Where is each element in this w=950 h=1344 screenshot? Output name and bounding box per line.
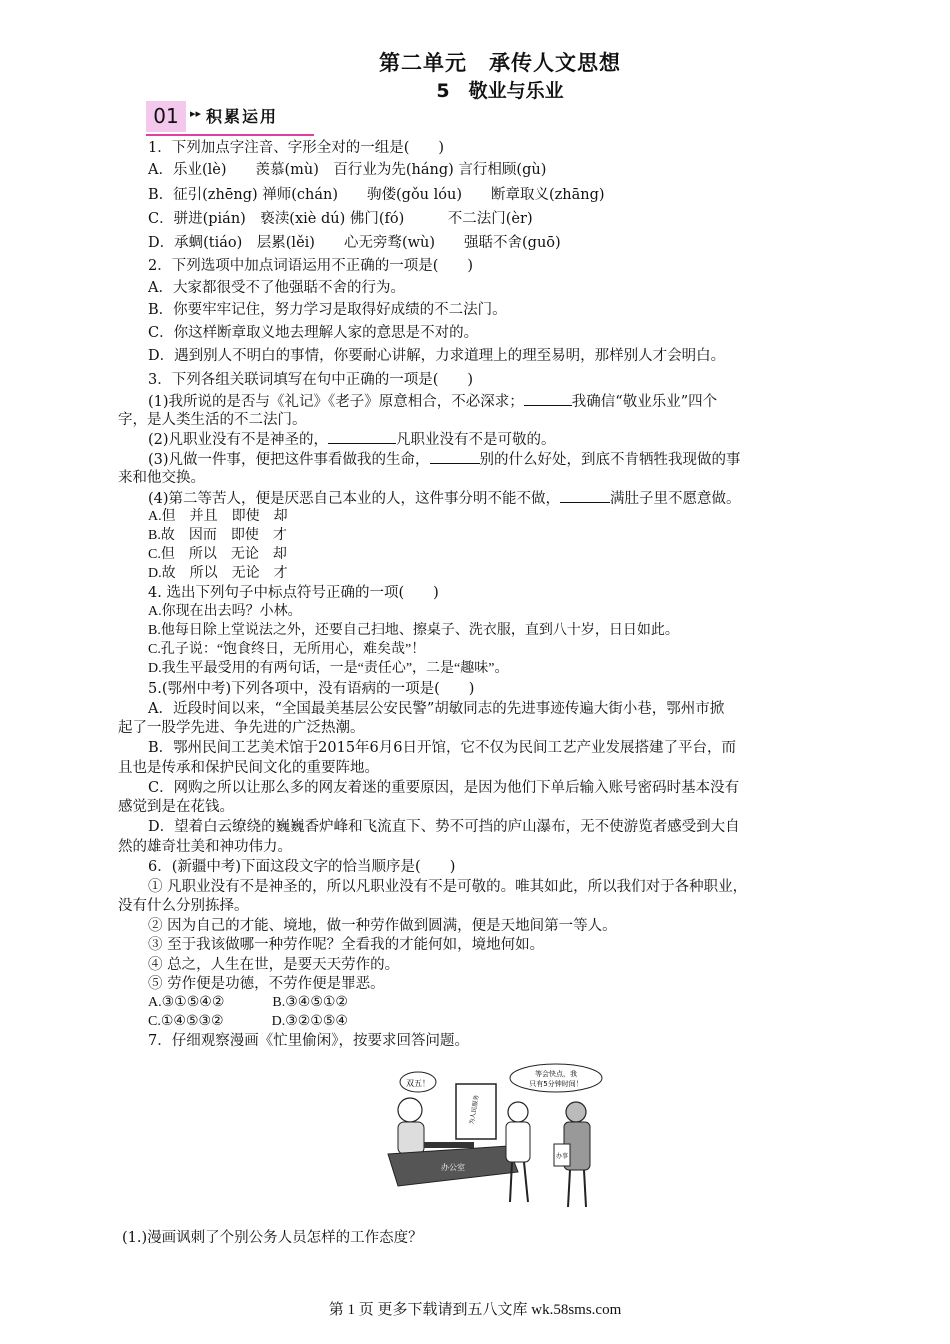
q5-option-d-line2: 然的雄奇壮美和神功伟力。 (118, 839, 292, 855)
q4-option-a: A.你现在出去吗？小林。 (148, 604, 302, 619)
double-arrow-icon: ▸▸ (190, 107, 202, 120)
q4-option-d: D.我生平最受用的有两句话，一是“责任心”，二是“趣味”。 (148, 661, 509, 676)
q7-stem: 7．仔细观察漫画《忙里偷闲》，按要求回答问题。 (148, 1033, 469, 1049)
section-label: 积累运用 (206, 107, 279, 126)
q1-option-d: D．承蜩(tiáo) 层累(lěi) 心无旁骛(wù) 强聒不舍(guō) (148, 235, 561, 251)
citizen-head (566, 1102, 586, 1122)
q4-option-c: C.孔子说：“饱食终日，无所用心，难矣哉”！ (148, 642, 426, 657)
q7-sub-question-1: (1.)漫画讽刺了个别公务人员怎样的工作态度？ (122, 1230, 423, 1246)
clerk-head (398, 1098, 422, 1122)
page-footer: 第 1 页 更多下载请到五八文库 wk.58sms.com (328, 1302, 622, 1318)
bubble-right-line2: 只有5分钟时间！ (529, 1080, 583, 1088)
q5-option-b-line2: 且也是传承和保护民间文化的重要阵地。 (118, 760, 379, 776)
q6-stem: 6．(新疆中考)下面这段文字的恰当顺序是( ) (148, 859, 456, 875)
q5-option-b-line1: B．鄂州民间工艺美术馆于2015年6月6日开馆，它不仅为民间工艺产业发展搭建了平台，而 (148, 740, 737, 756)
lesson-title: 5 敬业与乐业 (436, 80, 564, 102)
q2-option-c: C．你这样断章取义地去理解人家的意思是不对的。 (148, 325, 479, 341)
q3-sentence-2 (148, 429, 556, 450)
bubble-right-line1: 等会快点，我 (535, 1070, 577, 1078)
q3-s3-part-a: (3)凡做一件事，便把这件事看做我的生命， (148, 452, 430, 468)
clerk-body (398, 1122, 424, 1154)
q6-sentence-3: ③ 至于我该做哪一种劳作呢？全看我的才能何如，境地何如。 (148, 937, 545, 953)
q3-sentence-1 (148, 391, 717, 412)
q2-option-b: B．你要牢牢记住，努力学习是取得好成绩的不二法门。 (148, 302, 507, 318)
q5-option-c-line1: C．网购之所以让那么多的网友着迷的重要原因，是因为他们下单后输入账号密码时基本没有 (148, 780, 740, 796)
q5-option-a-line1: A．近段时间以来，“全国最美基层公安民警”胡敏同志的先进事迹传遍大街小巷，鄂州市掀 (148, 701, 725, 717)
desk-label: 办公室 (441, 1163, 465, 1172)
q2-option-a: A．大家都很受不了他强聒不舍的行为。 (148, 280, 405, 296)
q6-option-a: A.③①⑤④② (148, 995, 225, 1010)
q6-sentence-1: ① 凡职业没有不是神圣的，所以凡职业没有不是可敬的。唯其如此，所以我们对于各种职业， (148, 879, 748, 895)
q5-option-d-line1: D．望着白云缭绕的巍巍香炉峰和飞流直下、势不可挡的庐山瀑布，无不使游览者感受到大自 (148, 819, 740, 835)
standing-clerk-body (506, 1122, 530, 1162)
q4-stem: 4. 选出下列句子中标点符号正确的一项( ) (148, 585, 439, 601)
q3-option-b: B.故 因而 即使 才 (148, 528, 287, 543)
q1-option-c: C．骈进(pián) 亵渎(xiè dú) 佛门(fó) 不二法门(èr) (148, 211, 533, 227)
q3-s4-part-b: 满肚子里不愿意做。 (610, 491, 741, 507)
q3-blank-4 (560, 488, 610, 503)
q2-stem: 2．下列选项中加点词语运用不正确的一项是( ) (148, 258, 474, 274)
q6-sentence-4: ④ 总之，人生在世，是要天天劳作的。 (148, 957, 400, 973)
q6-option-b: B.③④⑤①② (272, 995, 348, 1010)
q3-s3-continued: 来和他交换。 (118, 470, 205, 486)
q3-option-a: A.但 并且 即使 却 (148, 509, 288, 524)
keyboard (424, 1142, 474, 1148)
q6-options-cd (148, 1012, 348, 1032)
q3-option-d: D.故 所以 无论 才 (148, 566, 288, 581)
q3-s1-continued: 字，是人类生活的不二法门。 (118, 412, 307, 428)
q6-options-ab (148, 993, 348, 1013)
paper-label: 办事 (555, 1153, 569, 1160)
cartoon-illustration (378, 1062, 610, 1212)
section-underline (146, 134, 314, 136)
q5-option-c-line2: 感觉到是在花钱。 (118, 799, 234, 815)
q3-sentence-3 (148, 449, 741, 470)
monitor-text: 为人民服务 (468, 1094, 481, 1126)
q1-stem: 1．下列加点字注音、字形全对的一组是( ) (148, 140, 445, 156)
q4-option-b: B.他每日除上堂说法之外，还要自己扫地、擦桌子、洗衣服，直到八十岁，日日如此。 (148, 623, 679, 638)
q3-s3-part-b: 别的什么好处，到底不肯牺牲我现做的事 (479, 452, 741, 468)
q5-stem: 5.(鄂州中考)下列各项中，没有语病的一项是( ) (148, 681, 475, 697)
bubble-left-text: 双五！ (406, 1079, 430, 1088)
q1-option-a: A．乐业(lè) 羡慕(mù) 百行业为先(háng) 言行相顾(gù) (148, 162, 547, 178)
q5-option-a-line2: 起了一股学先进、争先进的广泛热潮。 (118, 720, 365, 736)
q3-s1-part-a: (1)我所说的是否与《礼记》《老子》原意相合，不必深求； (148, 394, 524, 410)
q3-option-c: C.但 所以 无论 却 (148, 547, 287, 562)
q3-s1-part-b: 我确信“敬业乐业”四个 (571, 394, 718, 410)
q2-option-d: D．遇到别人不明白的事情，你要耐心讲解，力求道理上的理至易明，那样别人才会明白。 (148, 348, 726, 364)
standing-clerk-head (508, 1102, 528, 1122)
section-number: 01 (146, 101, 186, 132)
unit-title: 第二单元 承传人文思想 (379, 51, 621, 75)
q3-s2-part-b: 凡职业没有不是可敬的。 (396, 432, 556, 448)
q6-sentence-5: ⑤ 劳作便是功德，不劳作便是罪恶。 (148, 976, 385, 992)
q3-blank-3 (430, 449, 480, 464)
q1-option-b: B．征引(zhēng) 禅师(chán) 驹偻(gǒu lóu) 断章取义(zhāng) (148, 187, 605, 203)
q3-s2-part-a: (2)凡职业没有不是神圣的， (148, 432, 329, 448)
q6-option-d: D.③②①⑤④ (271, 1014, 348, 1029)
q6-sentence-1-continued: 没有什么分别拣择。 (118, 898, 249, 914)
q6-option-c: C.①④⑤③② (148, 1014, 224, 1029)
q3-blank-1 (524, 391, 572, 406)
q6-sentence-2: ② 因为自己的才能、境地，做一种劳作做到圆满，便是天地间第一等人。 (148, 918, 617, 934)
q3-stem: 3．下列各组关联词填写在句中正确的一项是( ) (148, 372, 474, 388)
q3-s4-part-a: (4)第二等苦人，便是厌恶自己本业的人，这件事分明不能不做， (148, 491, 561, 507)
q3-blank-2 (328, 429, 396, 444)
q3-sentence-4 (148, 488, 741, 509)
section-header (146, 100, 316, 138)
